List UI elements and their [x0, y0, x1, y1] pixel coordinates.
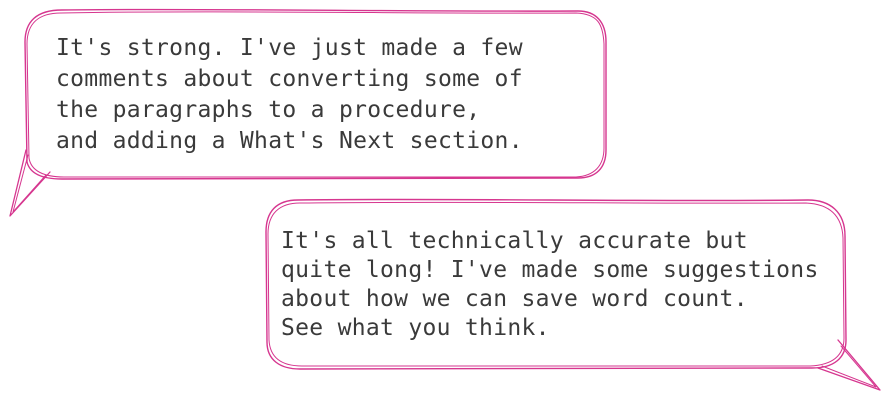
speech-bubble-2-text: It's all technically accurate but quite long! I've made some suggestions about how we can save word count. See what you think.	[281, 228, 819, 341]
speech-bubble-2-tail	[818, 340, 880, 390]
speech-bubble-1-tail	[10, 150, 50, 216]
speech-bubble-1-text: It's strong. I've just made a few comments about converting some of the paragraphs to a procedure, and adding a What's Next section.	[56, 35, 523, 154]
